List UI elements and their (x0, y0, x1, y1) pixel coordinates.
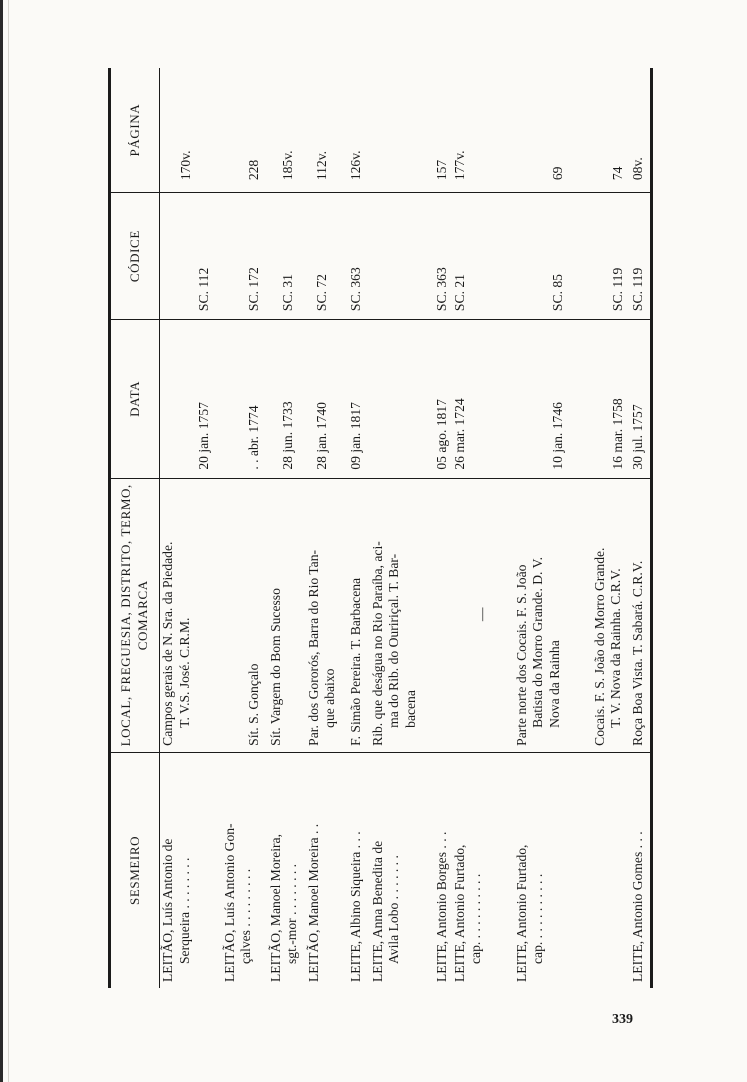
cell-codice (160, 193, 222, 320)
table-row (222, 68, 268, 988)
cell-local (268, 478, 306, 752)
cell-pagina (306, 68, 348, 193)
sesmeiro-line-cont: cap. . . . . . . . . . . (468, 873, 484, 964)
cell-local (306, 478, 348, 752)
cell-data (592, 320, 630, 479)
sesmeiro-line-cont: çalves . . . . . . . . . (238, 868, 254, 964)
cell-pagina (370, 68, 434, 193)
local-line: Roça Boa Vista. T. Sabará. C.R.V. (629, 560, 645, 746)
sesmeiro-line: LEITE, Antonio Borges . . . (433, 831, 449, 982)
table-row (630, 68, 652, 988)
sesmarias-table-rotated (108, 68, 656, 988)
local-line-cont: Batista do Morro Grande. D. V. (530, 556, 546, 728)
cell-codice-value: SC. 363 (433, 267, 449, 312)
cell-data-value: 10 jan. 1746 (549, 402, 565, 470)
cell-data (348, 320, 370, 479)
table-row (434, 68, 452, 988)
cell-data-value: 16 mar. 1758 (609, 398, 625, 470)
local-line-cont: Nova da Rainha (546, 640, 562, 728)
cell-codice-value: SC. 21 (451, 274, 467, 312)
sesmeiro-line-cont: Avila Lobo . . . . . . . (386, 855, 402, 964)
cell-pagina-value: 69 (549, 166, 565, 181)
local-dash: — (473, 607, 489, 622)
sesmeiro-line-cont: Serqueira . . . . . . . . (176, 857, 192, 964)
cell-local (592, 478, 630, 752)
cell-data (434, 320, 452, 479)
cell-sesmeiro (434, 752, 452, 988)
cell-pagina-value: 177v. (451, 150, 467, 181)
cell-codice-value: SC. 85 (549, 274, 565, 312)
cell-local (434, 478, 452, 752)
local-line: Sít. S. Gonçalo (245, 663, 261, 746)
cell-sesmeiro (222, 752, 268, 988)
cell-pagina (514, 68, 592, 193)
local-line-cont: que abaixo (322, 668, 338, 728)
cell-codice (630, 193, 652, 320)
cell-sesmeiro (160, 752, 222, 988)
cell-pagina (348, 68, 370, 193)
cell-codice-value: SC. 119 (609, 267, 625, 312)
cell-codice (434, 193, 452, 320)
cell-pagina-value: 112v. (313, 150, 329, 181)
header-pagina: PÁGINA (110, 68, 160, 193)
cell-sesmeiro (592, 752, 630, 988)
local-line: F. Simão Pereira. T. Barbacena (347, 577, 363, 746)
cell-pagina-value: 185v. (279, 150, 295, 181)
cell-pagina-value: 157 (433, 159, 449, 181)
local-line: Sít. Vargem do Bom Sucesso (267, 588, 283, 746)
cell-pagina (452, 68, 514, 193)
cell-data-value: 20 jan. 1757 (196, 402, 211, 470)
sesmeiro-line-cont: sgt.-mor . . . . . . . . (284, 863, 300, 964)
cell-local (222, 478, 268, 752)
cell-data-value: . . abr. 1774 (245, 405, 261, 470)
page-number: 339 (612, 1012, 633, 1027)
cell-data-value: 09 jan. 1817 (347, 402, 363, 470)
header-sesmeiro: SESMEIRO (110, 752, 160, 988)
table-row (160, 68, 222, 988)
local-line: Par. dos Gororós, Barra do Rio Tan- (305, 549, 321, 746)
local-line-cont: bacena (402, 690, 418, 728)
cell-pagina (630, 68, 652, 193)
cell-data (306, 320, 348, 479)
cell-pagina (268, 68, 306, 193)
table-row (370, 68, 434, 988)
cell-local (348, 478, 370, 752)
cell-data (268, 320, 306, 479)
table-row (306, 68, 348, 988)
cell-codice (370, 193, 434, 320)
cell-sesmeiro (306, 752, 348, 988)
cell-data (452, 320, 514, 479)
cell-data (514, 320, 592, 479)
sesmarias-table (108, 68, 653, 988)
cell-pagina-value: 74 (609, 166, 625, 181)
cell-codice (222, 193, 268, 320)
cell-codice (452, 193, 514, 320)
cell-codice (348, 193, 370, 320)
cell-data-value: 30 jul. 1757 (629, 404, 645, 470)
sesmeiro-line: LEITE, Albino Siqueira . . . (347, 831, 363, 982)
cell-local (160, 478, 222, 752)
scan-edge (0, 0, 3, 1082)
cell-data (222, 320, 268, 479)
cell-codice-value: SC. 72 (313, 274, 329, 312)
local-line: Rib. que deságua no Rio Paraíba, aci- (369, 541, 385, 746)
cell-pagina-value: 08v. (629, 157, 645, 181)
table-row (348, 68, 370, 988)
cell-local (514, 478, 592, 752)
sesmeiro-line: LEITÃO, Luís Antonio Gon- (221, 823, 237, 982)
cell-pagina (592, 68, 630, 193)
table-row (452, 68, 514, 988)
cell-sesmeiro (348, 752, 370, 988)
local-line-cont: ma do Rib. do Ouririçal. T. Bar- (386, 553, 402, 728)
cell-pagina-value: 228 (245, 159, 261, 181)
cell-data-value: 05 ago. 1817 (433, 399, 449, 470)
header-row (110, 68, 160, 988)
cell-sesmeiro (370, 752, 434, 988)
cell-codice-value: SC. 172 (245, 267, 261, 312)
table-row (592, 68, 630, 988)
cell-codice-value: SC. 119 (629, 267, 645, 312)
sesmeiro-line: LEITE, Antonio Gomes . . . (629, 831, 645, 982)
sesmeiro-line: LEITE, Anna Benedita de (369, 840, 385, 982)
local-line: Parte norte dos Cocais. F. S. João (513, 564, 529, 746)
table-row (268, 68, 306, 988)
cell-codice (306, 193, 348, 320)
header-data: DATA (110, 320, 160, 479)
cell-data-value: 28 jun. 1733 (279, 401, 295, 470)
cell-local (452, 478, 514, 752)
cell-data-value: 26 mar. 1724 (451, 398, 467, 470)
cell-codice-value: SC. 31 (279, 274, 295, 312)
cell-data-value: 28 jan. 1740 (313, 402, 329, 470)
local-line: Campos gerais de N. Sra. da Piedade. (160, 541, 175, 746)
cell-codice-value: SC. 363 (347, 267, 363, 312)
cell-data (630, 320, 652, 479)
cell-pagina-value: 126v. (347, 150, 363, 181)
cell-pagina (434, 68, 452, 193)
cell-data (370, 320, 434, 479)
cell-local (370, 478, 434, 752)
cell-pagina-value: 170v. (178, 150, 193, 181)
scan-edge-line (8, 0, 9, 1082)
cell-pagina (160, 68, 222, 193)
cell-codice-value: SC. 112 (196, 267, 211, 312)
header-codice: CÓDICE (110, 193, 160, 320)
cell-sesmeiro (452, 752, 514, 988)
cell-sesmeiro (268, 752, 306, 988)
sesmeiro-line-cont: cap. . . . . . . . . . . (530, 873, 546, 964)
sesmeiro-line: LEITE, Antonio Furtado, (513, 844, 529, 982)
cell-sesmeiro (514, 752, 592, 988)
sesmeiro-line: LEITÃO, Manoel Moreira, (267, 834, 283, 982)
cell-local (630, 478, 652, 752)
sesmeiro-line: LEITÃO, Manoel Moreira . . (305, 823, 321, 982)
cell-codice (514, 193, 592, 320)
cell-codice (268, 193, 306, 320)
local-line-cont: T. V.S. José. C.R.M. (176, 617, 192, 728)
table-body (160, 68, 652, 988)
cell-sesmeiro (630, 752, 652, 988)
sesmeiro-line: LEITÃO, Luís Antonio de (160, 838, 175, 982)
sesmeiro-line: LEITE, Antonio Furtado, (451, 844, 467, 982)
header-local: LOCAL, FREGUESIA, DISTRITO, TERMO, COMARCA (110, 478, 160, 752)
local-line-cont: T. V. Nova da Rainha. C.R.V. (608, 568, 624, 728)
local-line: Cocais. F. S. João do Morro Grande. (591, 547, 607, 746)
cell-data (160, 320, 222, 479)
table-row (514, 68, 592, 988)
cell-codice (592, 193, 630, 320)
cell-pagina (222, 68, 268, 193)
